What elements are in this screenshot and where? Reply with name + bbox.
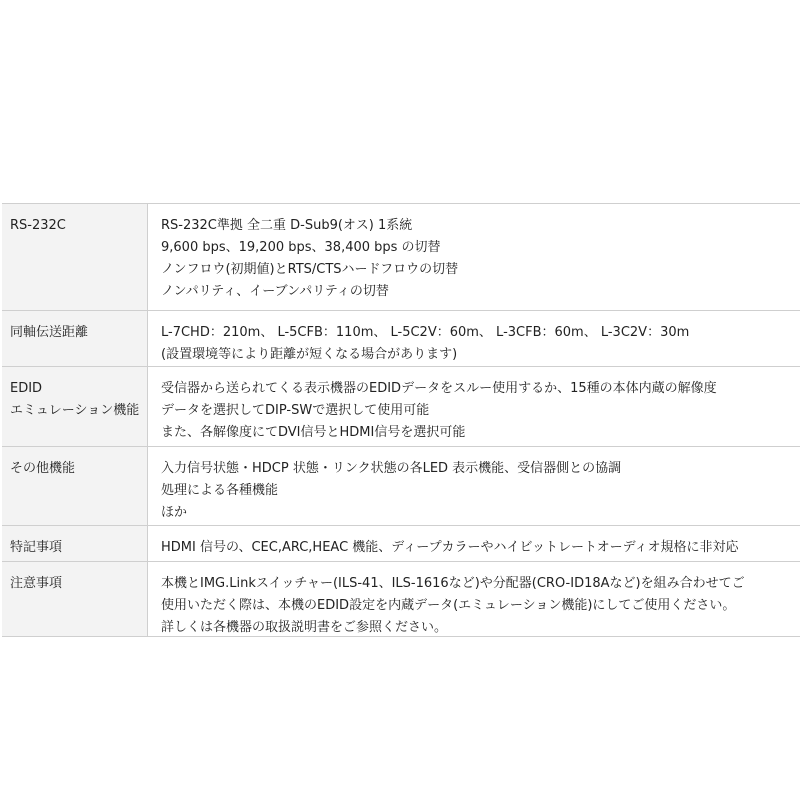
spec-row-edid <box>2 367 800 447</box>
spec-value-line: ノンフロウ(初期値)とRTS/CTSハードフロウの切替 <box>161 262 459 277</box>
spec-label-line: 特記事項 <box>10 540 63 555</box>
spec-label-line: エミュレーション機能 <box>10 403 140 418</box>
spec-value-line: 処理による各種機能 <box>161 483 279 498</box>
spec-label-line: EDID <box>10 381 43 396</box>
spec-table <box>2 203 800 637</box>
spec-row-coax-distance <box>2 311 800 367</box>
spec-label <box>2 562 148 636</box>
spec-label-line: 同軸伝送距離 <box>10 325 89 340</box>
spec-value <box>148 311 800 366</box>
spec-value-line: RS-232C準拠 全二重 D-Sub9(オス) 1系統 <box>161 218 413 233</box>
spec-value-line: データを選択してDIP-SWで選択して使用可能 <box>161 403 430 418</box>
spec-value <box>148 447 800 525</box>
spec-value-line: ほか <box>161 505 188 520</box>
spec-value <box>148 526 800 561</box>
spec-row-other-functions <box>2 447 800 526</box>
spec-label-line: RS-232C <box>10 218 66 233</box>
spec-value-line: 9,600 bps、19,200 bps、38,400 bps の切替 <box>161 240 441 255</box>
spec-value-line: (設置環境等により距離が短くなる場合があります) <box>161 347 458 362</box>
spec-value-line: 詳しくは各機器の取扱説明書をご参照ください。 <box>161 620 448 635</box>
spec-value <box>148 204 800 310</box>
spec-label <box>2 447 148 525</box>
spec-value-line: L-7CHD：210m、 L-5CFB：110m、 L-5C2V：60m、 L-3CFB：60m、 L-3C2V：30m <box>161 325 690 340</box>
spec-value-line: また、各解像度にてDVI信号とHDMI信号を選択可能 <box>161 425 466 440</box>
spec-value <box>148 562 800 636</box>
spec-label-line: その他機能 <box>10 461 76 476</box>
spec-value-line: 入力信号状態・HDCP 状態・リンク状態の各LED 表示機能、受信器側との協調 <box>161 461 622 476</box>
spec-value-line: 受信器から送られてくる表示機器のEDIDデータをスルー使用するか、15種の本体内蔵の解像度 <box>161 381 717 396</box>
spec-label <box>2 311 148 366</box>
spec-label <box>2 367 148 446</box>
spec-label-line: 注意事項 <box>10 576 63 591</box>
spec-row-cautions <box>2 562 800 637</box>
spec-label <box>2 526 148 561</box>
spec-value-line: ノンパリティ、イーブンパリティの切替 <box>161 284 389 299</box>
spec-value-line: 本機とIMG.Linkスイッチャー(ILS-41、ILS-1616など)や分配器(CRO-ID18Aなど)を組み合わせてご <box>161 576 745 591</box>
spec-value <box>148 367 800 446</box>
spec-row-rs232c <box>2 204 800 311</box>
spec-row-special-notes <box>2 526 800 562</box>
spec-label <box>2 204 148 310</box>
spec-value-line: HDMI 信号の、CEC,ARC,HEAC 機能、ディープカラーやハイビットレートオーディオ規格に非対応 <box>161 540 739 555</box>
spec-value-line: 使用いただく際は、本機のEDID設定を内蔵データ(エミュレーション機能)にしてご使用ください。 <box>161 598 736 613</box>
